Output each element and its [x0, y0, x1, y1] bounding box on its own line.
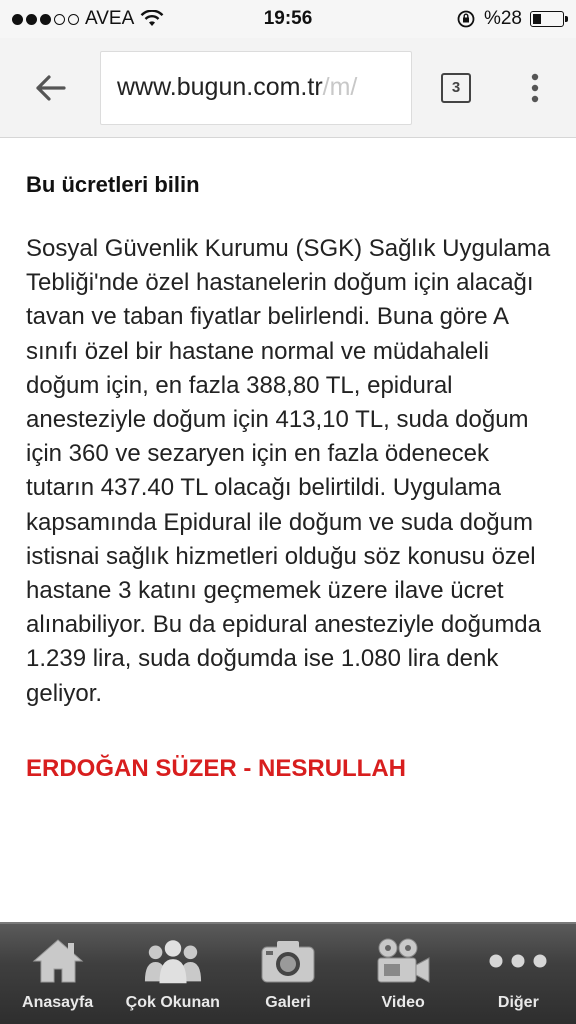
users-group-icon	[143, 938, 203, 984]
battery-percent: %28	[483, 8, 522, 29]
bottom-navigation	[0, 922, 576, 1024]
nav-item-gallery[interactable]	[233, 924, 343, 1024]
nav-label-gallery: Galeri	[265, 994, 311, 1011]
battery-fill	[533, 14, 541, 24]
tabs-button[interactable]	[412, 38, 500, 138]
battery-icon	[530, 11, 564, 27]
status-left	[12, 8, 164, 30]
author-link[interactable]: ERDOĞAN SÜZER - NESRULLAH	[26, 754, 407, 782]
rotation-lock-icon	[456, 9, 476, 29]
nav-label-popular: Çok Okunan	[125, 994, 220, 1011]
nav-item-popular[interactable]	[118, 924, 228, 1024]
nav-label-more: Diğer	[497, 994, 539, 1011]
more-horiz-icon	[488, 953, 548, 969]
film-camera-icon	[374, 937, 432, 985]
address-bar[interactable]	[100, 51, 412, 125]
nav-label-video: Video	[381, 994, 425, 1011]
url-path: /m/	[322, 73, 358, 101]
home-icon	[31, 937, 85, 985]
nav-item-home[interactable]	[3, 924, 113, 1024]
browser-toolbar	[0, 38, 576, 138]
signal-strength-icon	[12, 14, 79, 25]
article-heading: Bu ücretleri bilin	[26, 172, 200, 197]
camera-icon	[260, 938, 316, 984]
wifi-icon	[140, 10, 164, 28]
status-right	[456, 8, 564, 30]
status-time: 19:56	[263, 8, 313, 29]
back-button[interactable]	[0, 38, 100, 138]
back-arrow-icon	[34, 74, 66, 102]
overflow-menu-button[interactable]	[500, 38, 570, 138]
tab-count: 3	[441, 73, 471, 103]
article-body: Sosyal Güvenlik Kurumu (SGK) Sağlık Uygulama Tebliği'nde özel hastanelerin doğum için alacağı tavan ve taban fiyatlar belirlendi. Buna göre A sınıfı özel bir hastane normal ve müdahaleli doğum için, en fazla 388,80 TL, epidural anesteziyle doğum için 413,10 TL, suda doğum için 360 ve sezaryen için en fazla ödenecek tutarın 437.40 TL olacağı belirtildi. Uygulama kapsamında Epidural ile doğum ve suda doğum istisnai sağlık hizmetleri olduğu söz konusu özel hastane 3 katını geçmemek üzere ilave ücret alınabiliyor. Bu da epidural anesteziyle doğumda 1.239 lira, suda doğumda ise 1.080 lira denk geliyor.	[26, 235, 551, 707]
nav-label-home: Anasayfa	[22, 994, 94, 1011]
article-content	[26, 138, 556, 783]
url-host: www.bugun.com.tr	[117, 73, 323, 101]
carrier-name: AVEA	[85, 8, 135, 29]
more-vert-icon	[530, 73, 540, 103]
nav-item-more[interactable]	[463, 924, 573, 1024]
status-bar	[0, 0, 576, 38]
nav-item-video[interactable]	[348, 924, 458, 1024]
